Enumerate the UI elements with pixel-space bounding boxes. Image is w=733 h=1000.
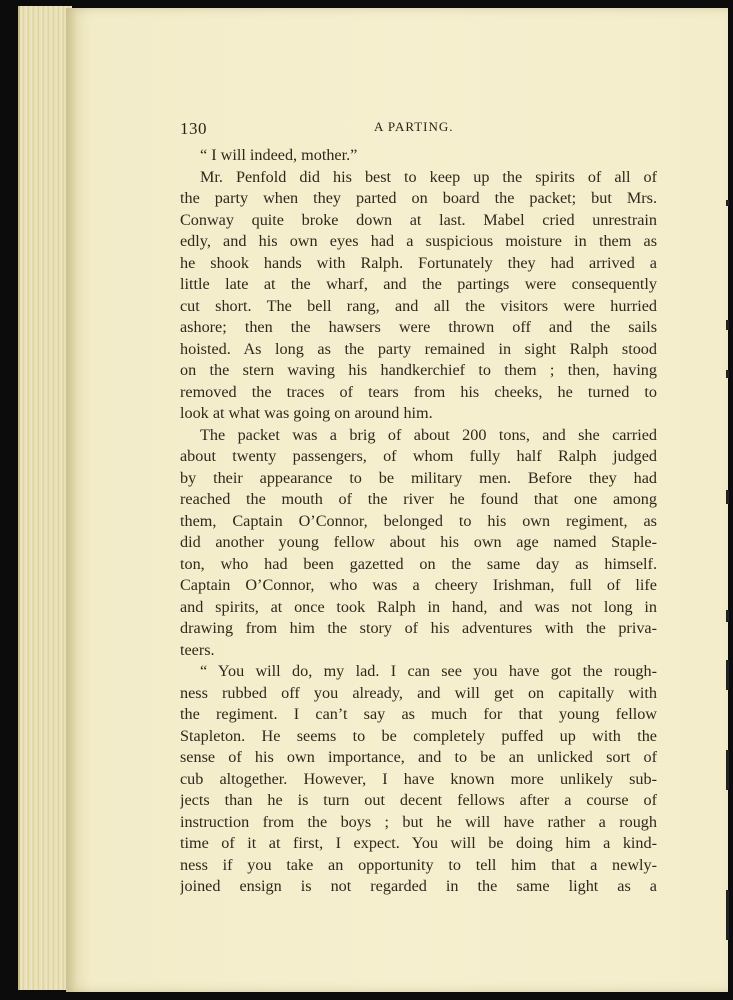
book-page-edges bbox=[18, 6, 72, 990]
text-line: Mr. Penfold did his best to keep up the spirits of all of bbox=[200, 167, 657, 186]
text-line: Stapleton. He seems to be completely puffed up with the bbox=[180, 726, 657, 745]
running-title: A PARTING. bbox=[374, 119, 454, 134]
text-line: on the stern waving his handkerchief to them ; then, having bbox=[180, 361, 657, 379]
text-line: Conway quite broke down at last. Mabel cried unrestrain bbox=[180, 210, 657, 229]
scan-edge-marks bbox=[726, 190, 733, 950]
text-line: them, Captain O’Connor, belonged to his own regiment, as bbox=[180, 511, 657, 530]
text-line: time of it at first, I expect. You will be doing him a kind- bbox=[180, 834, 657, 852]
text-line: ness rubbed off you already, and will get on capitally with bbox=[180, 683, 657, 702]
text-line: ness if you take an opportunity to tell him that a newly- bbox=[180, 855, 657, 874]
body-text bbox=[180, 145, 657, 898]
text-line: reached the mouth of the river he found that one among bbox=[180, 490, 657, 508]
text-line: ashore; then the hawsers were thrown off and the sails bbox=[180, 318, 657, 336]
text-line: the party when they parted on board the packet; but Mrs. bbox=[180, 189, 657, 207]
text-line: The packet was a brig of about 200 tons, and she carried bbox=[200, 425, 657, 444]
text-line: cub altogether. However, I have known more unlikely sub- bbox=[180, 769, 657, 788]
text-line: removed the traces of tears from his cheeks, he turned to bbox=[180, 382, 657, 401]
text-line: he shook hands with Ralph. Fortunately they had arrived a bbox=[180, 253, 657, 272]
text-line: about twenty passengers, of whom fully half Ralph judged bbox=[180, 447, 657, 465]
text-line: by their appearance to be military men. Before they had bbox=[180, 468, 657, 487]
page-number: 130 bbox=[180, 119, 207, 138]
text-line: look at what was going on around him. bbox=[180, 404, 433, 422]
text-line: drawing from him the story of his adventures with the priva- bbox=[180, 619, 657, 637]
text-line: edly, and his own eyes had a suspicious moisture in them as bbox=[180, 232, 657, 250]
text-line: did another young fellow about his own age named Staple- bbox=[180, 533, 657, 551]
text-line: sense of his own importance, and to be an unlicked sort of bbox=[180, 748, 657, 766]
text-line: Captain O’Connor, who was a cheery Irishman, full of life bbox=[180, 576, 657, 594]
text-line: jects than he is turn out decent fellows after a course of bbox=[180, 791, 657, 809]
text-line: little late at the wharf, and the partings were consequently bbox=[180, 275, 657, 293]
text-line: teers. bbox=[180, 640, 215, 659]
text-line: “ You will do, my lad. I can see you have got the rough- bbox=[200, 662, 657, 680]
text-line: and spirits, at once took Ralph in hand, and was not long in bbox=[180, 597, 657, 616]
text-line: the regiment. I can’t say as much for that young fellow bbox=[180, 705, 657, 723]
text-line: hoisted. As long as the party remained in sight Ralph stood bbox=[180, 339, 657, 358]
text-line: ton, who had been gazetted on the same day as himself. bbox=[180, 554, 657, 573]
running-head bbox=[112, 115, 657, 139]
text-line: cut short. The bell rang, and all the visitors were hurried bbox=[180, 296, 657, 315]
text-line: joined ensign is not regarded in the same light as a bbox=[180, 877, 657, 895]
text-line: “ I will indeed, mother.” bbox=[200, 146, 358, 164]
text-line: instruction from the boys ; but he will have rather a rough bbox=[180, 812, 657, 831]
